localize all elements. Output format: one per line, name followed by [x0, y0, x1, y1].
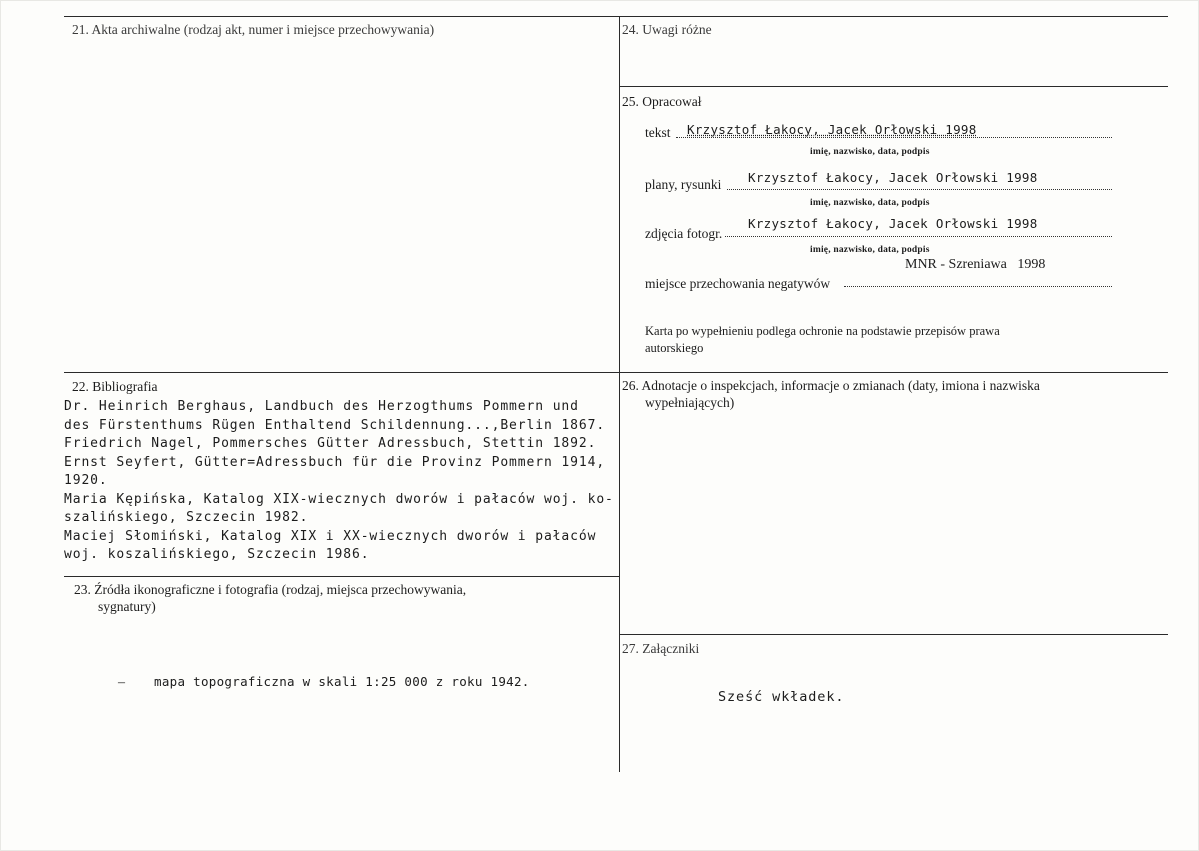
zdjecia-value: Krzysztof Łakocy, Jacek Orłowski 1998 — [748, 216, 1038, 231]
bibliography-line: woj. koszalińskiego, Szczecin 1986. — [64, 547, 370, 562]
zdjecia-dotted-line — [725, 236, 1112, 237]
section-26-title-cont: wypełniających) — [645, 395, 735, 410]
section-27-title: 27. Załączniki — [622, 641, 700, 656]
section-22-title: 22. Bibliografia — [72, 379, 158, 394]
negatywy-dotted-line — [844, 286, 1112, 287]
section-23-title-cont: sygnatury) — [98, 599, 156, 614]
plany-dotted-line — [727, 189, 1112, 190]
bibliography-list — [64, 398, 614, 565]
tekst-caption: imię, nazwisko, data, podpis — [810, 147, 930, 157]
bibliography-line: Dr. Heinrich Berghaus, Landbuch des Herzogthums Pommern und — [64, 399, 579, 414]
zdjecia-caption: imię, nazwisko, data, podpis — [810, 245, 930, 255]
rule-left-23 — [64, 576, 619, 577]
copyright-note-line2: autorskiego — [645, 341, 704, 355]
plany-value: Krzysztof Łakocy, Jacek Orłowski 1998 — [748, 170, 1038, 185]
section-21-title: 21. Akta archiwalne (rodzaj akt, numer i miejsce przechowywania) — [72, 22, 435, 37]
bibliography-line: des Fürstenthums Rügen Enthaltend Schildennung...,Berlin 1867. — [64, 417, 606, 433]
plany-caption: imię, nazwisko, data, podpis — [810, 198, 930, 208]
rule-right-26 — [619, 372, 1168, 373]
bibliography-line: szalińskiego, Szczecin 1982. — [64, 510, 309, 525]
tekst-label: tekst — [645, 125, 671, 140]
zdjecia-label: zdjęcia fotogr. — [645, 226, 723, 241]
section-26-title: 26. Adnotacje o inspekcjach, informacje o zmianach (daty, imiona i nazwiska — [622, 378, 1040, 393]
bibliography-line: Friedrich Nagel, Pommersches Gütter Adressbuch, Stettin 1892. — [64, 436, 597, 451]
top-rule — [64, 16, 1168, 17]
bibliography-line: 1920. — [64, 473, 108, 488]
iconography-dash: – — [118, 675, 125, 690]
column-divider — [619, 16, 620, 772]
section-23-title: 23. Źródła ikonograficzne i fotografia (rodzaj, miejsca przechowywania, — [74, 582, 467, 597]
section-24-title: 24. Uwagi różne — [622, 22, 712, 37]
tekst-value: Krzysztof Łakocy, Jacek Orłowski 1998 — [687, 122, 977, 137]
bibliography-line: Maria Kępińska, Katalog XIX-wiecznych dworów i pałaców woj. ko- — [64, 491, 614, 507]
bibliography-line: Ernst Seyfert, Gütter=Adressbuch für die Provinz Pommern 1914, — [64, 454, 606, 470]
negatywy-value: MNR - Szreniawa 1998 — [905, 257, 1046, 272]
iconography-item: mapa topograficzna w skali 1:25 000 z roku 1942. — [154, 674, 530, 689]
copyright-note-line1: Karta po wypełnieniu podlega ochronie na podstawie przepisów prawa — [645, 324, 1000, 338]
rule-left-22 — [64, 372, 619, 373]
attachments-value: Sześć wkładek. — [718, 689, 845, 705]
section-25-title: 25. Opracował — [622, 94, 702, 109]
plany-label: plany, rysunki — [645, 177, 722, 192]
rule-right-25 — [619, 86, 1168, 87]
negatywy-label: miejsce przechowania negatywów — [645, 276, 831, 291]
bibliography-line: Maciej Słomiński, Katalog XIX i XX-wiecznych dworów i pałaców — [64, 528, 597, 544]
rule-right-27 — [619, 634, 1168, 635]
